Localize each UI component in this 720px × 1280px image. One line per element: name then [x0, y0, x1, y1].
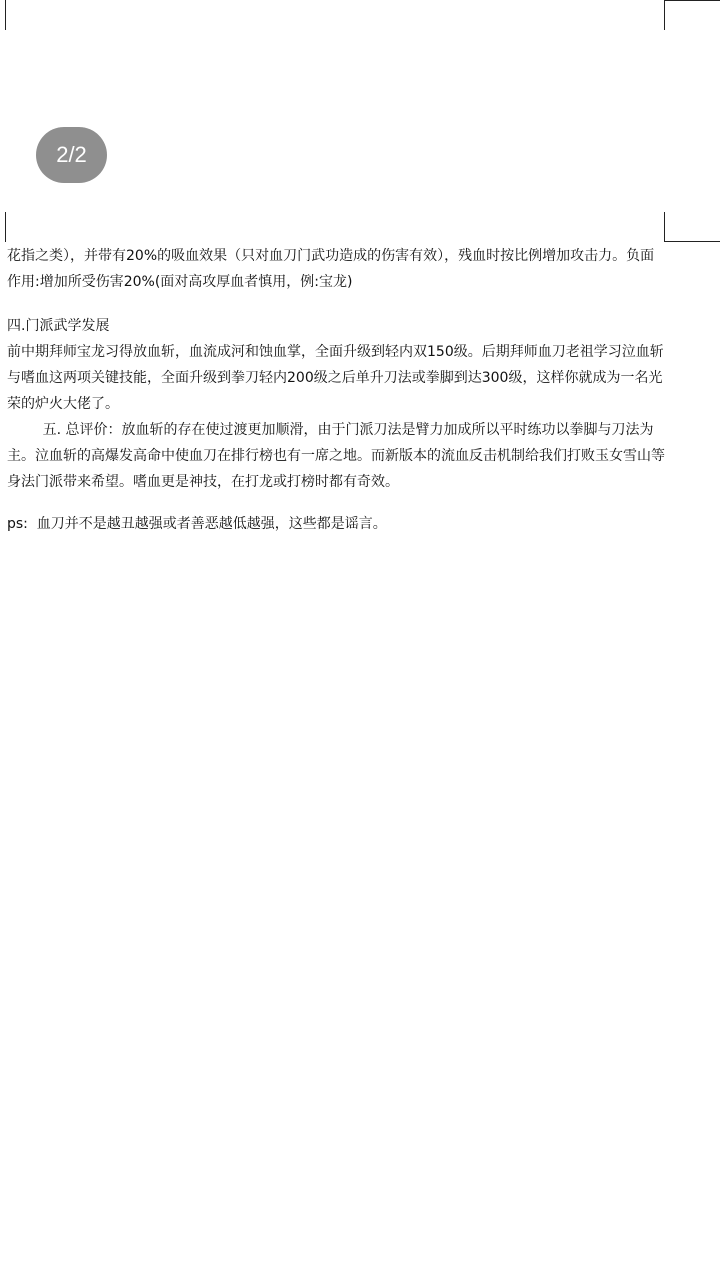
page-indicator-badge: 2/2 [36, 127, 107, 183]
crop-mark-bottom-left [0, 212, 6, 242]
paragraph-sect-development: 前中期拜师宝龙习得放血斩，血流成河和蚀血掌，全面升级到轻内双150级。后期拜师血刀老祖学习泣血斩与嗜血这两项关键技能，全面升级到拳刀轻内200级之后单升刀法或拳脚到达300级，这样你就成为一名光荣的炉火大佬了。 [7, 344, 664, 412]
document-body [7, 243, 667, 537]
paragraph-ps-note: ps: 血刀并不是越丑越强或者善恶越低越强，这些都是谣言。 [7, 516, 387, 532]
crop-mark-top-right [664, 0, 720, 30]
crop-mark-top-left [0, 0, 6, 30]
section-heading: 四.门派武学发展 [7, 318, 110, 334]
paragraph-summary: 五. 总评价：放血斩的存在使过渡更加顺滑，由于门派刀法是臂力加成所以平时练功以拳脚与刀法为主。泣血斩的高爆发高命中使血刀在排行榜也有一席之地。而新版本的流血反击机制给我们打败玉女雪山等身法门派带来希望。嗜血更是神技，在打龙或打榜时都有奇效。 [7, 422, 665, 490]
paragraph-continuation: 花指之类），并带有20%的吸血效果（只对血刀门武功造成的伤害有效），残血时按比例增加攻击力。负面作用:增加所受伤害20%(面对高攻厚血者慎用，例:宝龙) [7, 248, 655, 290]
crop-mark-bottom-right [664, 212, 720, 242]
